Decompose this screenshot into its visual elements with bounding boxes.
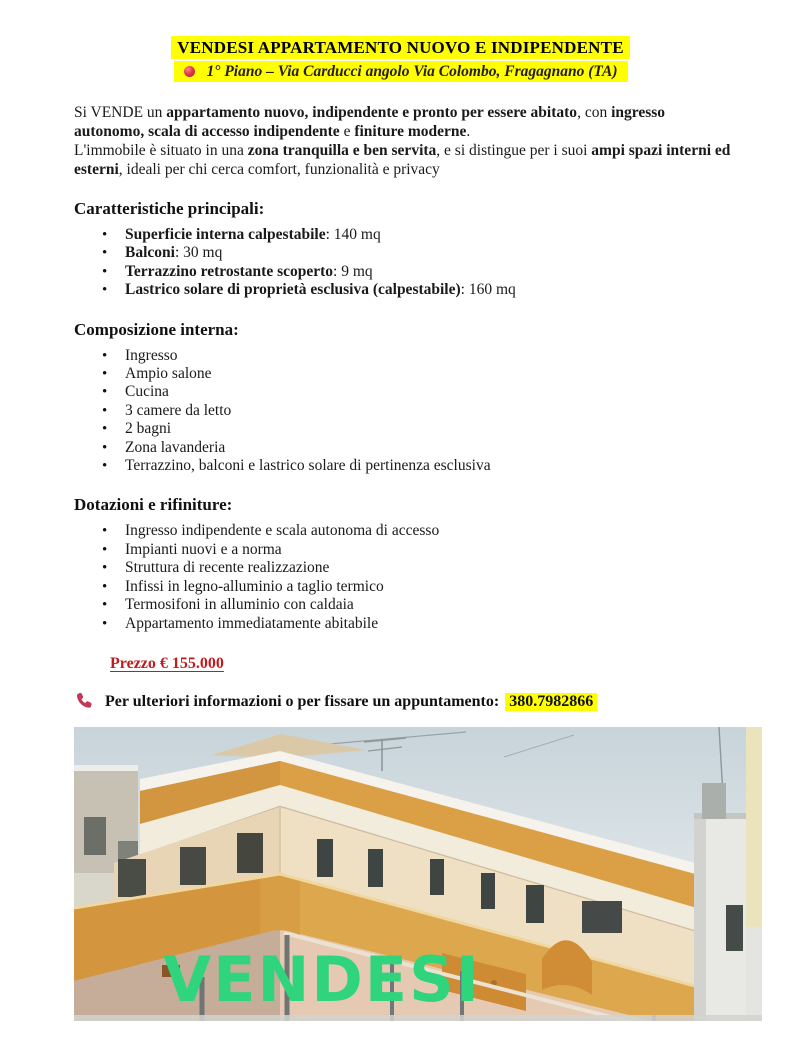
list-item: • 3 camere da letto xyxy=(74,402,734,420)
item-value: : 160 mq xyxy=(460,281,516,299)
item-value: : 9 mq xyxy=(333,262,373,280)
caratteristiche-list xyxy=(74,226,734,300)
photo-overlay-vendesi: VENDESI xyxy=(163,942,481,1016)
intro-segment-bold: zona tranquilla e ben servita xyxy=(247,142,437,159)
item-value: : 140 mq xyxy=(325,226,381,243)
list-item: • Appartamento immediatamente abitabile xyxy=(74,615,734,633)
intro-segment-bold: appartamento nuovo, indipendente e pronto per essere abitato xyxy=(166,104,578,121)
composizione-list xyxy=(74,347,734,476)
right-edge-strip xyxy=(746,727,762,927)
item-label: Balconi xyxy=(125,244,175,262)
item-label: Lastrico solare di proprietà esclusiva (calpestabile) xyxy=(125,281,461,299)
intro-segment: Si VENDE un xyxy=(74,104,167,121)
list-item: • Ampio salone xyxy=(74,365,734,383)
list-item xyxy=(74,263,734,281)
subtitle-text: 1° Piano – Via Carducci angolo Via Colombo, Fragagnano (TA) xyxy=(206,63,618,80)
pushpin-icon xyxy=(184,66,195,77)
intro-paragraph xyxy=(74,103,732,179)
section-heading-caratteristiche: Caratteristiche principali: xyxy=(74,199,265,218)
list-item: • Struttura di recente realizzazione xyxy=(74,559,734,577)
contact-line xyxy=(74,691,734,713)
list-item: • 2 bagni xyxy=(74,420,734,438)
list-item xyxy=(74,244,734,262)
list-item: • Terrazzino, balconi e lastrico solare di pertinenza esclusiva xyxy=(74,457,734,475)
intro-segment: , e si distingue per i suoi xyxy=(436,142,592,159)
section-heading-dotazioni: Dotazioni e rifiniture: xyxy=(74,495,233,515)
item-value: : 30 mq xyxy=(174,244,223,262)
intro-segment-bold: ingresso autonomo, scala di accesso indipendente xyxy=(74,104,666,140)
page-subtitle xyxy=(174,61,628,82)
list-item xyxy=(74,281,734,299)
intro-segment-bold: ampi spazi interni ed esterni xyxy=(74,142,731,178)
building-photo-illustration xyxy=(74,727,762,1021)
intro-segment: , ideali per chi cerca comfort, funzionalità e privacy xyxy=(118,161,440,178)
list-item: • Cucina xyxy=(74,383,734,401)
list-item: • Ingresso indipendente e scala autonoma di accesso xyxy=(74,522,734,540)
list-item: • Termosifoni in alluminio con caldaia xyxy=(74,596,734,614)
list-item: • Impianti nuovi e a norma xyxy=(74,541,734,559)
subtitle-line xyxy=(0,63,801,81)
flyer-content xyxy=(74,103,734,1021)
building-photo xyxy=(74,727,762,1021)
phone-number: 380.7982866 xyxy=(505,693,597,711)
intro-segment: , con xyxy=(577,104,612,121)
dotazioni-list xyxy=(74,522,734,632)
intro-segment: L'immobile è situato in una xyxy=(74,142,248,159)
contact-label: Per ulteriori informazioni o per fissare un appuntamento: xyxy=(105,692,500,710)
item-label: Terrazzino retrostante scoperto xyxy=(125,262,334,280)
intro-segment: e xyxy=(339,123,355,140)
intro-segment: . xyxy=(466,123,471,140)
title-line xyxy=(0,38,801,58)
page-title: VENDESI APPARTAMENTO NUOVO E INDIPENDENTE xyxy=(171,36,629,59)
intro-segment-bold: finiture moderne xyxy=(354,123,467,140)
price-text: Prezzo € 155.000 xyxy=(110,654,224,672)
section-heading-composizione: Composizione interna: xyxy=(74,319,239,339)
phone-icon xyxy=(74,691,96,713)
list-item: • Infissi in legno-alluminio a taglio termico xyxy=(74,578,734,596)
list-item: • Ingresso xyxy=(74,347,734,365)
item-label: Superficie interna calpestabile xyxy=(125,226,326,243)
list-item: • Zona lavanderia xyxy=(74,439,734,457)
list-item xyxy=(74,226,734,244)
